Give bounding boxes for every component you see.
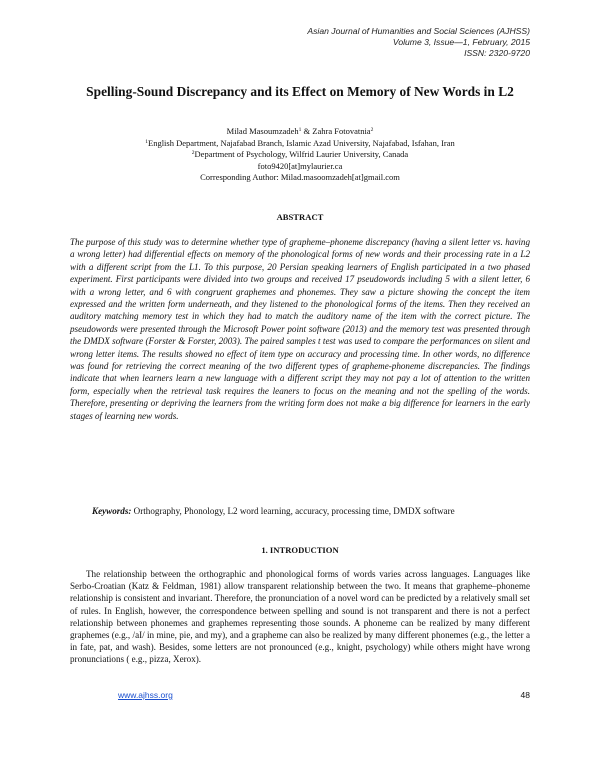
author-block <box>80 126 520 184</box>
author-2-sup: 2 <box>370 127 374 133</box>
volume-issue: Volume 3, Issue—1, February, 2015 <box>392 37 530 47</box>
affiliation-2 <box>80 149 520 161</box>
issn: ISSN: 2320-9720 <box>464 48 530 58</box>
affiliation-2-text: Department of Psychology, Wilfrid Laurier University, Canada <box>194 149 409 160</box>
abstract-heading: ABSTRACT <box>276 212 324 222</box>
keywords-label: Keywords: <box>92 506 132 516</box>
keywords-text: Orthography, Phonology, L2 word learning, accuracy, processing time, DMDX software <box>131 506 455 516</box>
corresponding-author: Corresponding Author: Milad.masoomzadeh[at]gmail.com <box>200 172 400 183</box>
introduction-text: The relationship between the orthographic and phonological forms of words varies across languages. Languages like Serbo-Croatian (Katz & Feldman, 1981) allow transparent relationship between the two. It means that grapheme–phoneme relationship is consistent and invariant. Therefore, the pronunciation of a novel word can be predicted by a relatively small set of rules. In English, however, the correspondence between spelling and sound is not transparent and there is not a perfect relationship between phonemes and graphemes representing those sounds. A phoneme can be realized by many different graphemes (e.g., /aI/ in mine, pie, and my), and a grapheme can also be realized by many different phonemes (e.g., the letter a in fate, pat, and wash). Besides, some letters are not pronounced (e.g., knight, psychology) while others might have wrong pronunciations ( e.g., pizza, Xerox). <box>70 569 530 665</box>
affiliation-1-sup: 1 <box>145 138 148 145</box>
author-2: Zahra Fotovatnia <box>312 126 371 136</box>
author-separator: & <box>301 126 313 136</box>
author-email: foto9420[at]mylaurier.ca <box>257 160 343 171</box>
page-number: 48 <box>520 690 530 700</box>
affiliation-1 <box>80 138 520 150</box>
author-1-sup: 1 <box>298 127 302 133</box>
introduction-heading: 1. INTRODUCTION <box>261 545 339 555</box>
abstract-text: The purpose of this study was to determine whether type of grapheme–phoneme discrepancy (having a silent letter vs. having a wrong letter) had differential effects on memory of the phonological forms of new words and their processing rate in a L2 with a different script from the L1. To this purpose, 20 Persian speaking learners of English participated in a two phased experiment. First participants were divided into two groups and received 17 pseudowords including 5 with a silent letter, 6 with a wrong letter, and 6 with congruent graphemes and phonemes. They saw a picture showing the concept the item expressed and the written form underneath, and they listened to the phonological forms of the items. Then they received an auditory matching memory test in which they had to match the auditory name of the item with the correct picture. The pseudowords were presented through the Microsoft Power point software (2013) and the memory test was presented through the DMDX software (Forster & Forster, 2003). The paired samples t test was used to compare the performances on silent and wrong letter items. The results showed no effect of item type on accuracy and processing time. In other words, no difference was found for retrieving the correct meaning of the two different types of grapheme-phoneme discrepancies. The findings indicate that when learners learn a new language with a different script they may not pay a lot of attention to the written form, especially when the retrieval task requires the leaners to focus on the meaning and not the spelling of the words. Therefore, presenting or depriving the learners from the writing form does not make a big difference for learners in the early stages of learning new words. <box>70 237 530 421</box>
paper-title: Spelling-Sound Discrepancy and its Effect on Memory of New Words in L2 <box>86 84 514 99</box>
author-1: Milad Masoumzadeh <box>226 126 299 136</box>
author-line <box>80 126 520 138</box>
affiliation-1-text: English Department, Najafabad Branch, Islamic Azad University, Najafabad, Isfahan, Iran <box>148 137 455 148</box>
affiliation-2-sup: 2 <box>191 150 195 157</box>
keywords <box>92 505 530 517</box>
journal-name: Asian Journal of Humanities and Social Sciences (AJHSS) <box>307 26 530 36</box>
journal-website-link[interactable]: www.ajhss.org <box>118 690 173 700</box>
journal-header <box>190 26 530 59</box>
